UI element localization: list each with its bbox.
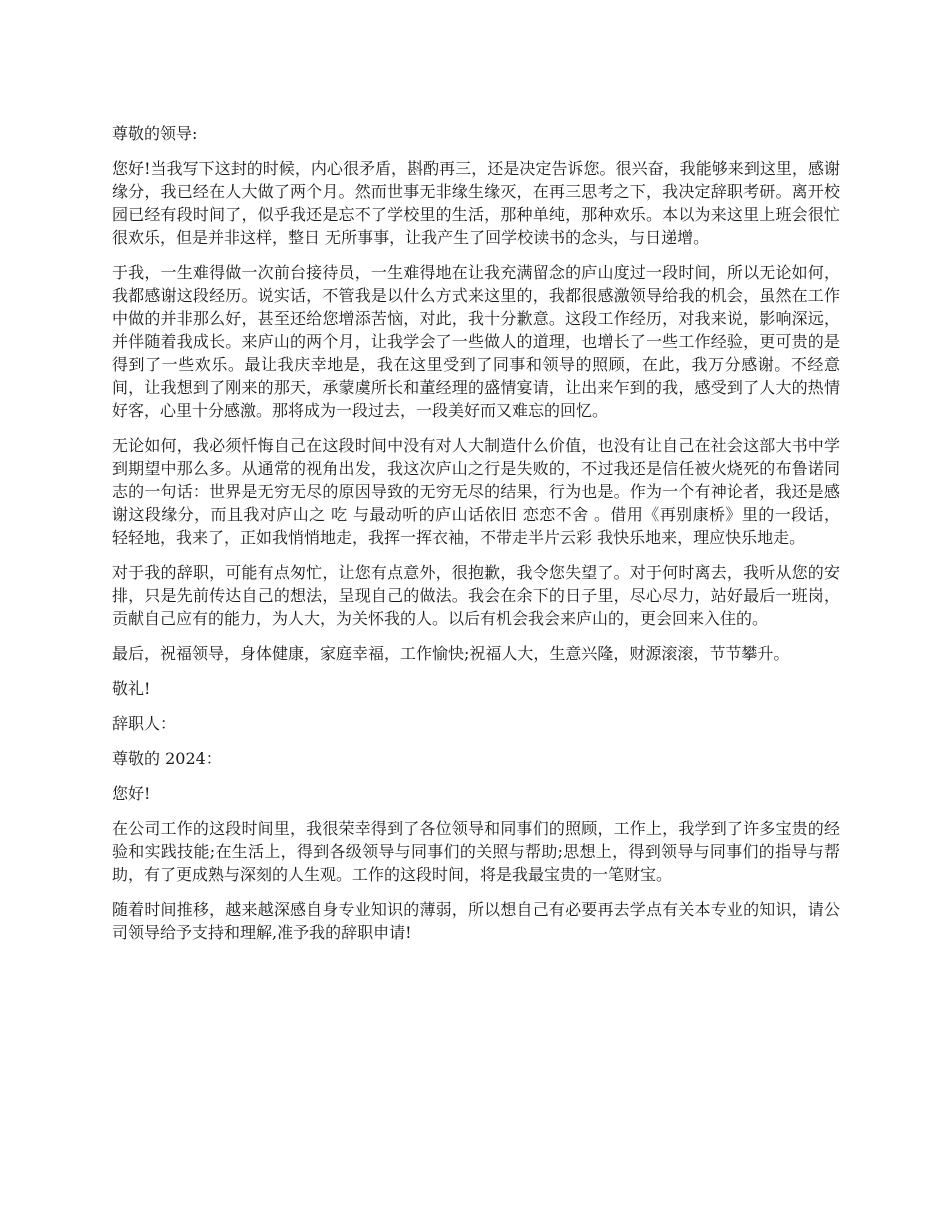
paragraph-gratitude: 在公司工作的这段时间里，我很荣幸得到了各位领导和同事们的照顾，工作上，我学到了许多宝贵的经验和实践技能;在生活上，得到各级领导与同事们的关照与帮助;思想上，得到领导与同事们的指导与帮助，有了更成熟与深刻的人生观。工作的这段时间，将是我最宝贵的一笔财宝。: [112, 819, 840, 884]
closing-salute: 敬礼!: [112, 679, 151, 698]
second-salutation: 尊敬的 2024：: [112, 749, 222, 768]
paragraph-wishes: 最后，祝福领导，身体健康，家庭幸福，工作愉快;祝福人大，生意兴隆，财源滚滚，节节攀升。: [112, 644, 790, 663]
paragraph-resignation: 对于我的辞职，可能有点匆忙，让您有点意外，很抱歉，我令您失望了。对于何时离去，我听从您的安排，只是先前传达自己的想法，呈现自己的做法。我会在余下的日子里，尽心尽力，站好最后一班岗，贡献自己应有的能力，为人大，为关怀我的人。以后有机会我会来庐山的，更会回来入住的。: [112, 563, 840, 628]
paragraph-reflection: 无论如何，我必须忏悔自己在这段时间中没有对人大制造什么价值，也没有让自己在社会这部大书中学到期望中那么多。从通常的视角出发，我这次庐山之行是失败的，不过我还是信任被火烧死的布鲁诺同志的一句话：世界是无穷无尽的原因导致的无穷无尽的结果，行为也是。作为一个有神论者，我还是感谢这段缘分，而且我对庐山之 吃 与最动听的庐山话依旧 恋恋不舍 。借用《再别康桥》里的一段话， 轻轻地，我来了，正如我悄悄地走，我挥一挥衣袖，不带走半片云彩 我快乐地来，理应快乐地走。: [112, 436, 840, 547]
paragraph-intro: 您好!当我写下这封的时候，内心很矛盾，斟酌再三，还是决定告诉您。很兴奋，我能够来到这里，感谢缘分，我已经在人大做了两个月。然而世事无非缘生缘灭，在再三思考之下，我决定辞职考研。离开校园已经有段时间了，似乎我还是忘不了学校里的生活，那种单纯，那种欢乐。本以为来这里上班会很忙很欢乐，但是并非这样，整日 无所事事，让我产生了回学校读书的念头，与日递增。: [112, 159, 840, 247]
salutation: 尊敬的领导:: [112, 124, 198, 143]
signature-label: 辞职人：: [112, 714, 177, 733]
paragraph-request: 随着时间推移，越来越深感自身专业知识的薄弱，所以想自己有必要再去学点有关本专业的知识，请公司领导给予支持和理解,准予我的辞职申请!: [112, 900, 840, 942]
paragraph-experience: 于我，一生难得做一次前台接待员，一生难得地在让我充满留念的庐山度过一段时间，所以无论如何，我都感谢这段经历。说实话，不管我是以什么方式来这里的，我都很感激领导给我的机会，虽然在工作中做的并非那么好，甚至还给您增添苦恼，对此，我十分歉意。这段工作经历，对我来说，影响深远，并伴随着我成长。来庐山的两个月，让我学会了一些做人的道理，也增长了一些工作经验，更可贵的是得到了一些欢乐。最让我庆幸地是，我在这里受到了同事和领导的照顾，在此，我万分感谢。不经意间，让我想到了刚来的那天，承蒙虞所长和董经理的盛情宴请，让出来乍到的我，感受到了人大的热情好客，心里十分感激。那将成为一段过去，一段美好而又难忘的回忆。: [112, 263, 840, 420]
second-greeting: 您好!: [112, 784, 151, 803]
document-body: [112, 122, 840, 956]
